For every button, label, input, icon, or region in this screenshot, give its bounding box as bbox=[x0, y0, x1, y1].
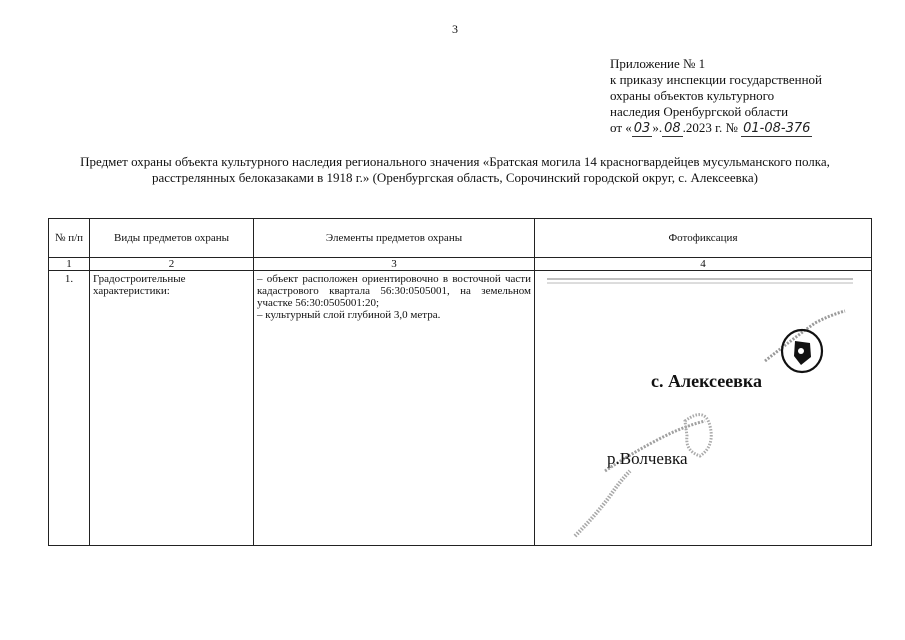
row-elements bbox=[254, 271, 535, 546]
header-photo: Фотофиксация bbox=[535, 219, 872, 258]
appendix-block bbox=[610, 56, 822, 137]
protection-subject-table bbox=[48, 218, 872, 546]
location-map-image bbox=[535, 271, 865, 551]
handwritten-day: 03 bbox=[633, 121, 651, 136]
column-number-row bbox=[49, 258, 872, 271]
appendix-line-2: к приказу инспекции государственной bbox=[610, 72, 822, 87]
element-location: – объект расположен ориентировочно в восточной части кадастрового квартала 56:30:0505001, на земельном участке 56:30:0505001:20; bbox=[257, 273, 531, 309]
element-cultural-layer: – культурный слой глубиной 3,0 метра. bbox=[257, 309, 441, 321]
table-header-row bbox=[49, 219, 872, 258]
appendix-date-line bbox=[610, 120, 822, 137]
appendix-line-3: охраны объектов культурного bbox=[610, 88, 775, 103]
header-num: № п/п bbox=[49, 219, 90, 258]
date-mid: ». bbox=[652, 120, 663, 135]
map-label-river: р.Волчевка bbox=[607, 449, 688, 468]
map-label-village: с. Алексеевка bbox=[651, 371, 763, 391]
column-number: 1 bbox=[49, 258, 90, 271]
column-number: 3 bbox=[254, 258, 535, 271]
row-number: 1. bbox=[49, 271, 90, 546]
header-elements: Элементы предметов охраны bbox=[254, 219, 535, 258]
appendix-line-4: наследия Оренбургской области bbox=[610, 104, 789, 119]
handwritten-order-number: 01-08-376 bbox=[743, 121, 811, 136]
appendix-line-1: Приложение № 1 bbox=[610, 56, 706, 71]
date-prefix: от « bbox=[610, 120, 632, 135]
date-suffix: .2023 г. № bbox=[682, 120, 738, 135]
row-type: Градостроительные характеристики: bbox=[90, 271, 254, 546]
table-row bbox=[49, 271, 872, 546]
page-number: 3 bbox=[452, 22, 458, 36]
header-types: Виды предметов охраны bbox=[90, 219, 254, 258]
photo-fixation-cell bbox=[535, 271, 872, 546]
column-number: 2 bbox=[90, 258, 254, 271]
column-number: 4 bbox=[535, 258, 872, 271]
document-title: Предмет охраны объекта культурного наследия регионального значения «Братская могила 14 красногвардейцев мусульманского полка, расстрелянных белоказаками в 1918 г.» (Оренбургская область, Сорочинский городской округ, с. Алексеевка) bbox=[80, 154, 830, 185]
handwritten-month: 08 bbox=[664, 121, 681, 136]
